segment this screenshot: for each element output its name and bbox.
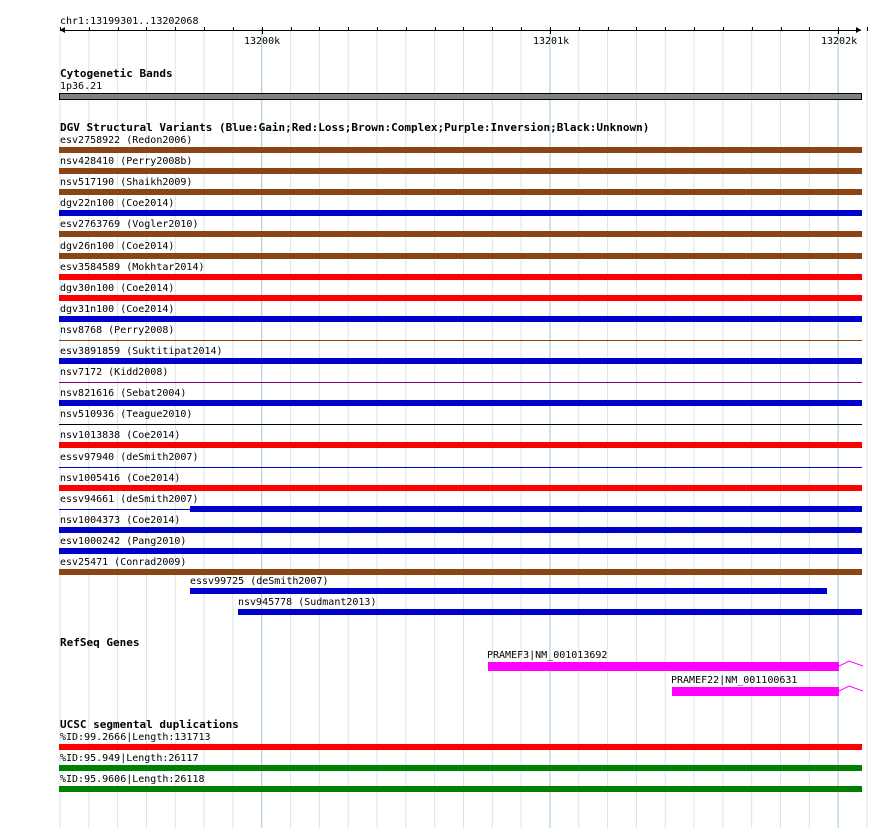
ruler-tick (867, 27, 868, 31)
ruler-tick (291, 27, 292, 31)
variant-label: nsv1004373 (Coe2014) (60, 514, 181, 526)
variant-label: essv99725 (deSmith2007) (190, 576, 329, 587)
ruler-right-arrow (856, 27, 861, 33)
ruler-tick (406, 27, 407, 31)
segdup-bar[interactable] (59, 744, 862, 750)
gene-bar[interactable] (672, 687, 839, 696)
variant-label: essv94661 (deSmith2007) (60, 493, 199, 505)
cyto-band-label: 1p36.21 (60, 81, 103, 92)
ruler-tick (348, 27, 349, 31)
variant-bar[interactable] (59, 548, 862, 554)
ruler-tick (175, 27, 176, 31)
variant-bar[interactable] (59, 485, 862, 491)
variant-label: esv1000242 (Pang2010) (60, 535, 187, 547)
ruler-tick-label: 13202k (821, 36, 858, 47)
track-title-dgv: DGV Structural Variants (Blue:Gain;Red:Loss;Brown:Complex;Purple:Inversion;Black:Unknown) (60, 121, 650, 134)
variant-bar[interactable] (59, 231, 862, 237)
ruler-tick (636, 27, 637, 31)
variant-label: nsv517190 (Shaikh2009) (60, 177, 193, 189)
ruler-tick (838, 27, 839, 34)
ruler-tick (89, 27, 90, 31)
variant-bar[interactable] (190, 506, 862, 512)
variant-bar[interactable] (59, 316, 862, 322)
variant-label: esv2758922 (Redon2006) (60, 135, 193, 146)
variant-label: nsv1005416 (Coe2014) (60, 472, 181, 484)
ruler-tick (809, 27, 810, 31)
ruler-tick (146, 27, 147, 31)
variant-bar[interactable] (59, 442, 862, 448)
variant-label: nsv428410 (Perry2008b) (60, 156, 193, 168)
variant-bar[interactable] (190, 588, 827, 594)
gene-label: PRAMEF22|NM_001100631 (671, 675, 798, 686)
variant-bar[interactable] (59, 147, 862, 153)
variant-label: esv25471 (Conrad2009) (60, 557, 187, 568)
ruler-tick (118, 27, 119, 31)
ruler-tick-label: 13201k (533, 36, 570, 47)
variant-label: nsv7172 (Kidd2008) (60, 367, 169, 379)
ruler-tick (665, 27, 666, 31)
segdup-bar[interactable] (59, 765, 862, 771)
ruler-tick (233, 27, 234, 31)
variant-line[interactable] (59, 340, 862, 341)
ruler-tick (319, 27, 320, 31)
ruler-tick (492, 27, 493, 31)
ruler-tick (435, 27, 436, 31)
variant-line[interactable] (59, 382, 862, 383)
variant-label: esv3584589 (Mokhtar2014) (60, 261, 205, 273)
ruler-axis (60, 30, 861, 31)
gene-intron-line (839, 659, 863, 671)
track-title-refseq: RefSeq Genes (60, 636, 140, 649)
ruler-tick (521, 27, 522, 31)
ruler-tick (579, 27, 580, 31)
variant-line[interactable] (59, 509, 190, 510)
variant-label: dgv22n100 (Coe2014) (60, 198, 175, 210)
variant-label: nsv510936 (Teague2010) (60, 409, 193, 421)
ruler-coordinates: chr1:13199301..13202068 (60, 16, 199, 27)
variant-bar[interactable] (59, 569, 862, 575)
variant-bar[interactable] (59, 210, 862, 216)
variant-bar[interactable] (59, 295, 862, 301)
cyto-band-bar[interactable] (59, 93, 862, 100)
variant-label: nsv8768 (Perry2008) (60, 324, 175, 336)
segdup-label: %ID:99.2666|Length:131713 (60, 732, 211, 743)
variant-label: nsv821616 (Sebat2004) (60, 388, 187, 400)
ruler-tick (752, 27, 753, 31)
ruler-tick (550, 27, 551, 34)
ruler-tick (694, 27, 695, 31)
variant-bar[interactable] (59, 274, 862, 280)
segdup-label: %ID:95.9606|Length:26118 (60, 774, 205, 785)
ruler-tick (262, 27, 263, 34)
ruler-tick (608, 27, 609, 31)
variant-label: dgv30n100 (Coe2014) (60, 282, 175, 294)
ruler-tick (60, 27, 61, 31)
ruler-tick (204, 27, 205, 31)
variant-line[interactable] (59, 467, 862, 468)
variant-label: nsv945778 (Sudmant2013) (238, 597, 377, 608)
variant-label: dgv31n100 (Coe2014) (60, 303, 175, 315)
ruler-tick (723, 27, 724, 31)
variant-bar[interactable] (59, 189, 862, 195)
variant-bar[interactable] (59, 358, 862, 364)
variant-label: dgv26n100 (Coe2014) (60, 240, 175, 252)
variant-bar[interactable] (59, 168, 862, 174)
variant-bar[interactable] (59, 400, 862, 406)
gene-intron-line (839, 684, 863, 696)
segdup-bar[interactable] (59, 786, 862, 792)
track-title-segdup: UCSC segmental duplications (60, 718, 239, 731)
ruler-tick (463, 27, 464, 31)
variant-label: nsv1013838 (Coe2014) (60, 430, 181, 442)
segdup-label: %ID:95.949|Length:26117 (60, 753, 199, 764)
gene-label: PRAMEF3|NM_001013692 (487, 650, 608, 661)
ruler-tick (377, 27, 378, 31)
variant-bar[interactable] (238, 609, 862, 615)
track-title-cytogenetic: Cytogenetic Bands (60, 67, 173, 80)
ruler-tick-label: 13200k (244, 36, 281, 47)
variant-label: esv3891859 (Suktitipat2014) (60, 346, 223, 357)
variant-label: essv97940 (deSmith2007) (60, 451, 199, 463)
variant-bar[interactable] (59, 253, 862, 259)
gene-bar[interactable] (488, 662, 839, 671)
ruler-tick (781, 27, 782, 31)
variant-label: esv2763769 (Vogler2010) (60, 219, 199, 231)
variant-line[interactable] (59, 424, 862, 425)
variant-bar[interactable] (59, 527, 862, 533)
